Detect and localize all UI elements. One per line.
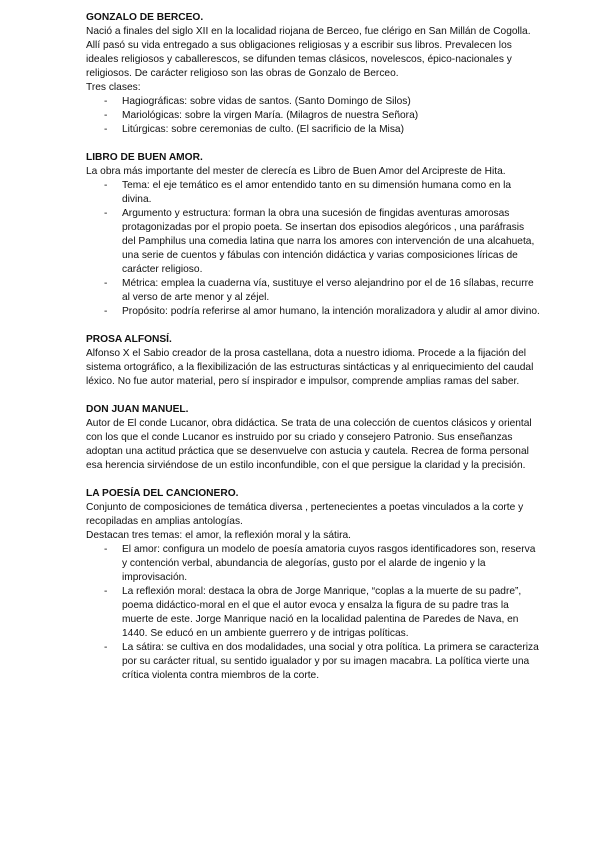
section-paragraph: Alfonso X el Sabio creador de la prosa castellana, dota a nuestro idioma. Procede a la fijación del sistema ortográfico, a la flexibilización de las estructuras sintácticas y al enriquecimiento del caudal léxico. No fue autor material, pero sí inspirador e impulsor, comprende amplias ramas del saber. (86, 348, 534, 387)
bullet-list (86, 95, 540, 137)
dash-bullet-icon: - (104, 642, 108, 653)
list-item (86, 641, 540, 683)
list-item (86, 585, 540, 641)
list-item-text: Mariológicas: sobre la virgen María. (Milagros de nuestra Señora) (122, 110, 419, 121)
document-section (86, 11, 540, 137)
document-section (86, 487, 540, 683)
list-item-text: Litúrgicas: sobre ceremonias de culto. (El sacrificio de la Misa) (122, 124, 404, 135)
dash-bullet-icon: - (104, 278, 108, 289)
section-heading: DON JUAN MANUEL. (86, 404, 189, 415)
list-item (86, 305, 540, 319)
list-item (86, 277, 540, 305)
list-item-text: Hagiográficas: sobre vidas de santos. (Santo Domingo de Silos) (122, 96, 411, 107)
section-paragraph: Destacan tres temas: el amor, la reflexión moral y la sátira. (86, 530, 351, 541)
section-paragraph: La obra más importante del mester de clerecía es Libro de Buen Amor del Arcipreste de Hita. (86, 166, 506, 177)
dash-bullet-icon: - (104, 180, 108, 191)
list-item-text: Propósito: podría referirse al amor humano, la intención moralizadora y aludir al amor divino. (122, 306, 540, 317)
dash-bullet-icon: - (104, 208, 108, 219)
document-section (86, 403, 540, 473)
section-paragraph: Nació a finales del siglo XII en la localidad riojana de Berceo, fue clérigo en San Millán de Cogolla. Allí pasó su vida entregado a sus obligaciones religiosas y a escribir sus libros. Prevalecen los ideales religiosos y caballerescos, se difunden temas clásicos, novelescos, épico-nacionales y religiosos. De carácter religioso son las obras de Gonzalo de Berceo. (86, 26, 531, 79)
list-item (86, 207, 540, 277)
section-heading: PROSA ALFONSÍ. (86, 334, 172, 345)
document-section (86, 151, 540, 319)
section-heading: LA POESÍA DEL CANCIONERO. (86, 488, 239, 499)
list-item-text: El amor: configura un modelo de poesía amatoria cuyos rasgos identificadores son, reserva y contención verbal, abundancia de alegorías, gusto por el alarde de ingenio y la improvisación. (122, 544, 536, 583)
section-paragraph: Tres clases: (86, 82, 141, 93)
list-item-text: Métrica: emplea la cuaderna vía, sustituye el verso alejandrino por el de 16 sílabas, recurre al verso de arte menor y al zéjel. (122, 278, 534, 303)
document-section (86, 333, 540, 389)
dash-bullet-icon: - (104, 124, 108, 135)
section-paragraph: Autor de El conde Lucanor, obra didáctica. Se trata de una colección de cuentos clásicos y oriental con los que el conde Lucanor es instruido por su criado y consejero Patronio. Sus enseñanzas adoptan una actitud práctica que se desenvuelve con astucia y cautela. Recrea de forma personal esa herencia sirviéndose de un estilo inconfundible, con el que persigue la claridad y la precisión. (86, 418, 532, 471)
dash-bullet-icon: - (104, 544, 108, 555)
section-heading: GONZALO DE BERCEO. (86, 12, 204, 23)
list-item (86, 109, 540, 123)
dash-bullet-icon: - (104, 110, 108, 121)
section-paragraph: Conjunto de composiciones de temática diversa , pertenecientes a poetas vinculados a la corte y recopiladas en amplias antologías. (86, 502, 524, 527)
list-item (86, 95, 540, 109)
dash-bullet-icon: - (104, 306, 108, 317)
list-item (86, 123, 540, 137)
bullet-list (86, 543, 540, 683)
list-item-text: La reflexión moral: destaca la obra de Jorge Manrique, “coplas a la muerte de su padre”, poema didáctico-moral en el que el autor evoca y ensalza la figura de su padre tras la muerte de este. Jorge Manrique nació en la localidad palentina de Paredes de Nava, en 1440. Se educó en un ambiente guerrero y de intrigas políticas. (122, 586, 522, 639)
bullet-list (86, 179, 540, 319)
list-item-text: Tema: el eje temático es el amor entendido tanto en su dimensión humana como en la divina. (122, 180, 512, 205)
list-item (86, 543, 540, 585)
section-heading: LIBRO DE BUEN AMOR. (86, 152, 203, 163)
list-item-text: La sátira: se cultiva en dos modalidades, una social y otra política. La primera se caracteriza por su carácter ritual, su sentido igualador y por su imagen macabra. La política vierte una crítica violenta contra miembros de la corte. (122, 642, 539, 681)
list-item (86, 179, 540, 207)
dash-bullet-icon: - (104, 96, 108, 107)
list-item-text: Argumento y estructura: forman la obra una sucesión de fingidas aventuras amorosas protagonizadas por el propio poeta. Se insertan dos episodios alegóricos , una paráfrasis del Pamphilus una comedia latina que narra los amores con intervención de una alcahueta, una serie de cuentos y fábulas con intención didáctica y varias composiciones líricas de carácter religioso. (122, 208, 535, 275)
dash-bullet-icon: - (104, 586, 108, 597)
